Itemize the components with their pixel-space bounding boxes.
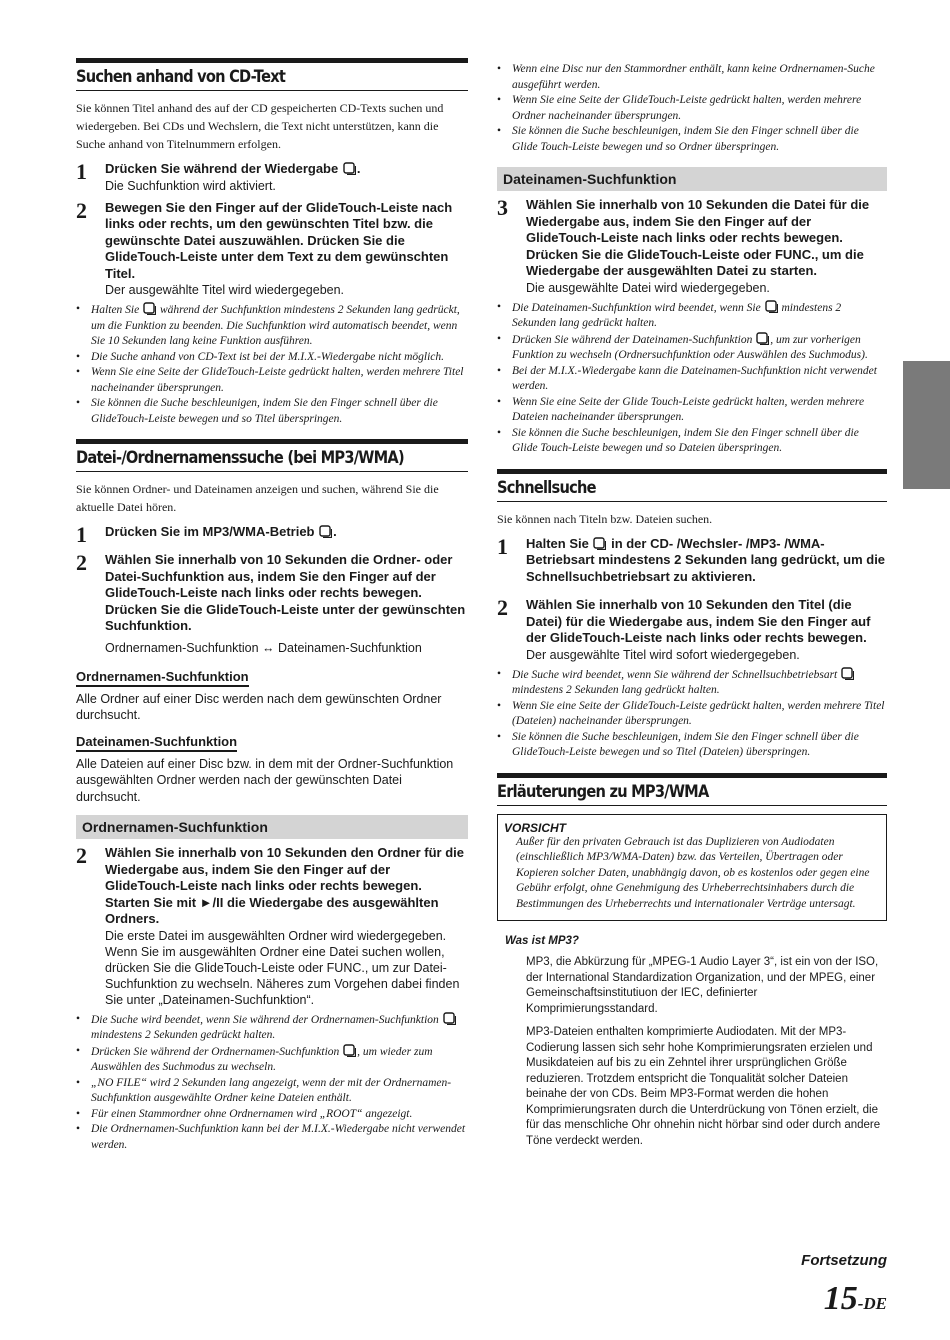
step-2 [76,197,468,299]
step-number: 2 [76,197,87,223]
search-button-icon [343,162,356,175]
step-result: Die erste Datei im ausgewählten Ordner wird wiedergegeben. Wenn Sie im ausgewählten Ordner eine Datei suchen wollen, drücken Sie die GlideTouch-Leiste oder FUNC., um zur Datei-Suchfunktion zu wechseln. Näheres zum Vorgehen dabei finden Sie unter „Dateinamen-Suchfunktion“. [105,928,460,1007]
note-item: • Sie können die Suche beschleunigen, indem Sie den Finger schnell über die GlideTouch-Leiste bewegen und so Titel (Dateien) überspringen. [497,730,887,761]
step-number: 2 [76,843,87,868]
note-item: • Die Suche wird beendet, wenn Sie während der Schnellsuchbetriebsart mindestens 2 Sekunden lang gedrückt halten. [497,667,887,699]
step-instruction: Drücken Sie während der Wiedergabe . [105,161,361,176]
section-heading-cd-text: Suchen anhand von CD-Text [76,58,468,91]
note-item: • Wenn Sie eine Seite der GlideTouch-Leiste gedrückt halten, werden mehrere Titel nacheinander übersprungen. [76,365,468,396]
notes-list [76,1012,468,1154]
left-column [76,58,468,1165]
notes-list [497,300,887,457]
right-column [497,58,887,1157]
step-result: Der ausgewählte Titel wird sofort wiedergegeben. [526,647,800,662]
paragraph: MP3-Dateien enthalten komprimierte Audiodaten. Mit der MP3-Codierung lassen sich sehr hohe Komprimierungsraten erzielen und Musikdateien auf bis zu ein Zehntel ihrer ursprünglichen Größe reduzieren. Trotzdem entspricht die Tonqualität solcher Dateien beinahe der von CDs. Beim MP3-Format werden die hohen Komprimierungsraten durch die Unterdrückung von Tönen erzielt, die für das menschliche Ohr ohnehin nicht hörbar sind oder durch andere Töne verdeckt werden. [526,1026,881,1147]
section-intro: Sie können nach Titeln bzw. Dateien suchen. [497,511,713,526]
caution-box [497,814,887,922]
section-intro: Sie können Titel anhand des auf der CD gespeicherten CD-Texts suchen und wiedergeben. Bei CDs und Wechslern, die Text nicht unterstützen, kann die Suche anhand von Titelnummern erfolgen. [76,101,444,151]
note-item: • Wenn eine Disc nur den Stammordner enthält, kann keine Ordnernamen-Suche ausgeführt werden. [497,62,887,93]
notes-list [497,667,887,761]
step-number: 2 [497,595,508,620]
search-button-icon [319,525,332,538]
step-1 [76,161,468,194]
step-number: 1 [76,159,87,184]
note-item: • „NO FILE“ wird 2 Sekunden lang angezeigt, wenn der mit der Ordnernamen-Suchfunktion ausgewählte Ordner keine Dateien enthält. [76,1076,468,1107]
search-button-icon [593,537,606,550]
search-button-icon [756,332,769,345]
subheading-text: Alle Ordner auf einer Disc werden nach dem gewünschten Ordner durchsucht. [76,691,442,722]
note-item: • Halten Sie während der Suchfunktion mindestens 2 Sekunden lang gedrückt, um die Funktion zu beenden. Die Suchfunktion wird automatisch beendet, wenn Sie 10 Sekunden lang keine Funktion ausführen. [76,302,468,350]
note-item: • Für einen Stammordner ohne Ordnernamen wird „ROOT“ angezeigt. [76,1107,468,1123]
step-instruction: Wählen Sie innerhalb von 10 Sekunden die Ordner- oder Datei-Suchfunktion aus, indem Sie den Finger auf der GlideTouch-Leiste nach links oder rechts bewegen. Drücken Sie die GlideTouch-Leiste unter der gewünschten Suchfunktion. [105,552,466,633]
question-heading: Was ist MP3? [505,935,579,947]
step-instruction: Drücken Sie im MP3/WMA-Betrieb . [105,524,337,539]
search-button-icon [343,1044,356,1057]
search-button-icon [841,667,854,680]
subheading-file-search: Dateinamen-Suchfunktion [76,734,237,752]
note-item: • Die Suche anhand von CD-Text ist bei der M.I.X.-Wiedergabe nicht möglich. [76,350,468,366]
step-3 [497,197,887,296]
note-item: • Wenn Sie eine Seite der GlideTouch-Leiste gedrückt halten, werden mehrere Ordner nacheinander übersprungen. [497,93,887,124]
page-number: 15-DE [823,1280,887,1317]
side-tab-marker [903,361,950,489]
note-item: • Sie können die Suche beschleunigen, indem Sie den Finger schnell über die Glide Touch-Leiste bewegen und so Dateien überspringen. [497,426,887,457]
caution-text: Außer für den privaten Gebrauch ist das Duplizieren von Audiodaten (einschließlich MP3/WMA-Daten) bzw. das Verteilen, Übertragen oder Kopieren solcher Daten, unabhängig davon, ob es kostenlos oder gegen eine Gebühr erfolgt, ohne Genehmigung des Urheberrechtsinhabers durch die Bestimmungen des Urheberrechts und internationaler Verträge untersagt. [516,835,870,910]
paragraph: MP3, die Abkürzung für „MPEG-1 Audio Layer 3“, ist ein von der ISO, der International Standardization Organization, und der MPEG, einer Gemeinschaftsinstitutiuon der IEC, definierter Komprimierungsstandard. [526,956,879,1015]
step-instruction: Wählen Sie innerhalb von 10 Sekunden den Titel (die Datei) für die Wiedergabe aus, indem Sie den Finger auf der GlideTouch-Leiste nach links oder rechts bewegen. [526,597,871,645]
step-number: 1 [497,533,508,559]
step-instruction: Wählen Sie innerhalb von 10 Sekunden den Ordner für die Wiedergabe aus, indem Sie den Finger auf der GlideTouch-Leiste nach links oder rechts bewegen. Starten Sie mit ►/II die Wiedergabe des ausgewählten Ordners. [105,845,465,926]
search-button-icon [765,300,778,313]
notes-list [76,302,468,427]
notes-list [497,62,887,155]
step-instruction: Wählen Sie innerhalb von 10 Sekunden die Datei für die Wiedergabe aus, indem Sie den Finger auf der GlideTouch-Leiste nach links oder rechts bewegen. Drücken Sie die GlideTouch-Leiste oder FUNC., um die Wiedergabe der ausgewählten Datei zu starten. [526,197,870,278]
step-2 [76,845,468,1008]
gray-heading-folder-search: Ordnernamen-Suchfunktion [76,815,468,839]
step-number: 1 [76,522,87,547]
note-item: • Bei der M.I.X.-Wiedergabe kann die Dateinamen-Suchfunktion nicht verwendet werden. [497,364,887,395]
gray-heading-file-search: Dateinamen-Suchfunktion [497,167,887,191]
search-button-icon [443,1012,456,1025]
note-item: • Drücken Sie während der Ordnernamen-Suchfunktion , um wieder zum Auswählen des Suchmodus zu wechseln. [76,1044,468,1076]
step-result: Der ausgewählte Titel wird wiedergegeben. [105,283,345,297]
step-instruction: Halten Sie in der CD- /Wechsler- /MP3- /WMA-Betriebsart mindestens 2 Sekunden lang gedrückt, um die Schnellsuchbetriebsart zu aktivieren. [526,535,886,584]
step-2 [76,552,468,635]
note-item: • Drücken Sie während der Dateinamen-Suchfunktion , um zur vorherigen Funktion zu wechseln (Ordnersuchfunktion oder Auswählen des Suchmodus). [497,332,887,364]
mode-cycle: Ordnernamen-Suchfunktion ↔ Dateinamen-Suchfunktion [105,640,422,655]
note-item: • Die Suche wird beendet, wenn Sie während der Ordnernamen-Suchfunktion mindestens 2 Sekunden gedrückt halten. [76,1012,468,1044]
step-1 [76,524,468,546]
step-1 [497,533,887,586]
section-intro: Sie können Ordner- und Dateinamen anzeigen und suchen, während Sie die aktuelle Datei hören. [76,482,439,514]
continuation-label: Fortsetzung [801,1252,887,1269]
subheading-folder-search: Ordnernamen-Suchfunktion [76,669,249,687]
step-instruction: Bewegen Sie den Finger auf der GlideTouch-Leiste nach links oder rechts, um den gewünschten Titel bzw. die gewünschte Datei auszuwählen. Drücken Sie die GlideTouch-Leiste unter dem Text zu dem gewünschten Titel. [105,199,453,281]
step-result: Die ausgewählte Datei wird wiedergegeben. [526,280,770,295]
step-number: 3 [497,195,508,220]
section-heading-mp3-info: Erläuterungen zu MP3/WMA [497,773,887,806]
caution-title: VORSICHT [504,820,567,835]
note-item: • Die Dateinamen-Suchfunktion wird beendet, wenn Sie mindestens 2 Sekunden lang gedrückt halten. [497,300,887,332]
section-heading-quick-search: Schnellsuche [497,469,887,502]
note-item: • Die Ordnernamen-Suchfunktion kann bei der M.I.X.-Wiedergabe nicht verwendet werden. [76,1122,468,1153]
subheading-text: Alle Dateien auf einer Disc bzw. in dem mit der Ordner-Suchfunktion ausgewählten Ordner werden nach der gewünschten Datei durchsucht. [76,756,454,804]
note-item: • Wenn Sie eine Seite der Glide Touch-Leiste gedrückt halten, werden mehrere Dateien nacheinander übersprungen. [497,395,887,426]
note-item: • Sie können die Suche beschleunigen, indem Sie den Finger schnell über die Glide Touch-Leiste bewegen und so Ordner überspringen. [497,124,887,155]
section-heading-file-folder-search: Datei-/Ordnernamenssuche (bei MP3/WMA) [76,439,468,472]
note-item: • Wenn Sie eine Seite der GlideTouch-Leiste gedrückt halten, werden mehrere Titel (Dateien) nacheinander übersprungen. [497,699,887,730]
step-number: 2 [76,550,87,575]
note-item: • Sie können die Suche beschleunigen, indem Sie den Finger schnell über die GlideTouch-Leiste bewegen und so Titel überspringen. [76,396,468,427]
step-2 [497,597,887,663]
search-button-icon [143,302,156,315]
step-result: Die Suchfunktion wird aktiviert. [105,178,276,193]
